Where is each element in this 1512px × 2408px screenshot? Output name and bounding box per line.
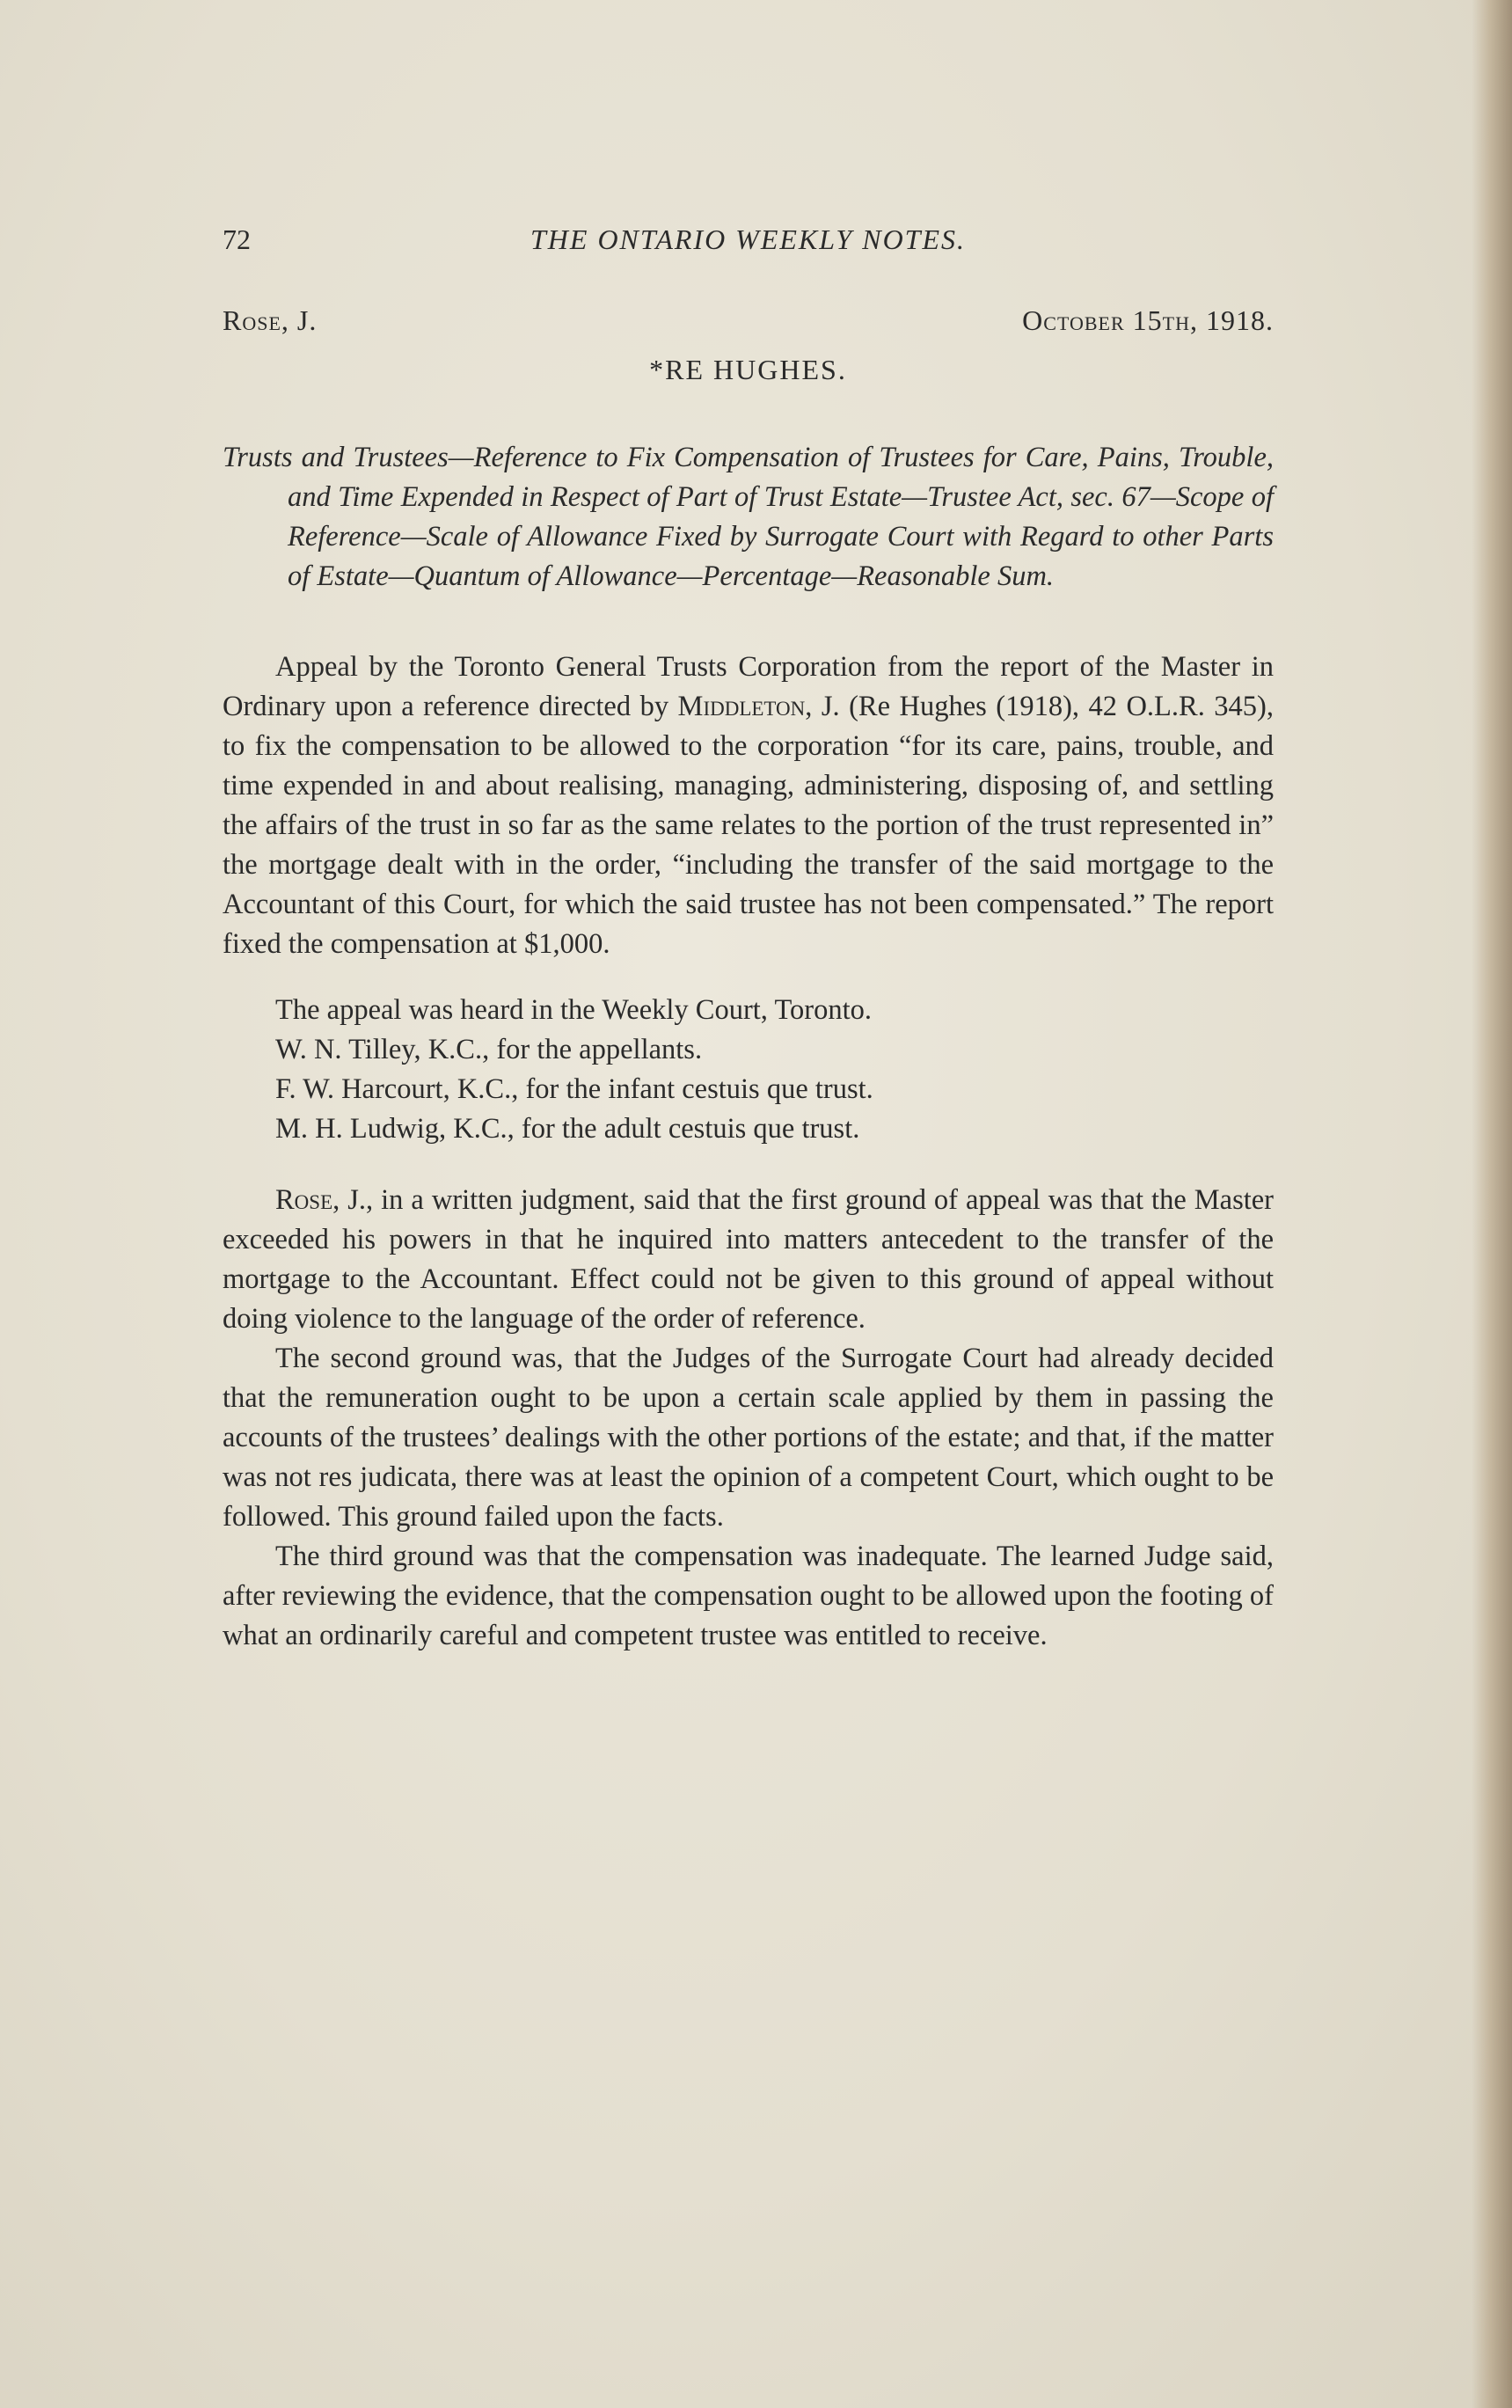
journal-title: THE ONTARIO WEEKLY NOTES. xyxy=(530,223,967,255)
case-title: *RE HUGHES. xyxy=(649,354,847,385)
intro-judge-name: Middleton xyxy=(677,691,806,722)
page-number: 72 xyxy=(223,223,251,255)
judgment-paragraph-text: , J., in a written judgment, said that the first ground of appeal was that the Master exceeded his powers in that he inquired into matters antecedent to the transfer of the mortgage to the Accountant. Effect could not be given to this ground of appeal without doing violence to the language of the order of reference. xyxy=(223,1184,1274,1335)
counsel-line: F. W. Harcourt, K.C., for the infant cestuis que trust. xyxy=(275,1073,873,1105)
page-edge xyxy=(1472,0,1512,2408)
counsel-line: The appeal was heard in the Weekly Court, Toronto. xyxy=(275,994,873,1026)
decision-date-year: , 1918. xyxy=(1190,304,1274,336)
decision-date-day: October 15th xyxy=(1022,304,1190,336)
running-head xyxy=(223,211,1274,264)
intro-paragraph xyxy=(223,648,1274,964)
intro-text-rest: , J. (Re Hughes (1918), 42 O.L.R. 345), to fix the compensation to be allowed to the corporation “for its care, pains, trouble, and time expended in and about realising, managing, administering, disposing of, and settling the affairs of the trust in so far as the same relates to the portion of the trust represented in” the mortgage dealt with in the order, “including the transfer of the said mortgage to the Accountant of this Court, for which the said trustee has not been compensated.” The report fixed the compensation at $1,000. xyxy=(223,691,1274,960)
intro-text-start: Appeal by the Toronto General Trusts Corporation from the report of the Master in Ordinary upon a reference directed by xyxy=(223,651,1274,722)
judgment xyxy=(223,1181,1274,1656)
headnote: Trusts and Trustees—Reference to Fix Compensation of Trustees for Care, Pains, Trouble, and Time Expended in Respect of Part of Trust Estate—Trustee Act, sec. 67—Scope of Reference—Scale of Allowance Fixed by Surrogate Court with Regard to other Parts of Estate—Quantum of Allowance—Percentage—Reasonable Sum. xyxy=(223,442,1274,592)
counsel-line: M. H. Ludwig, K.C., for the adult cestuis que trust. xyxy=(275,1113,860,1145)
page-content xyxy=(223,211,1274,1656)
judgment-paragraph xyxy=(223,1181,1274,1339)
counsel-line: W. N. Tilley, K.C., for the appellants. xyxy=(275,1034,703,1065)
judgment-paragraph: The third ground was that the compensation was inadequate. The learned Judge said, after reviewing the evidence, that the compensation ought to be allowed upon the footing of what an ordinarily careful and competent trustee was entitled to receive. xyxy=(223,1541,1274,1651)
judge-date-line xyxy=(223,290,1274,345)
judgment-paragraph: The second ground was, that the Judges of the Surrogate Court had already decided that the remuneration ought to be upon a certain scale applied by them in passing the accounts of the trustees’ dealings with the other portions of the estate; and that, if the matter was not res judicata, there was at least the opinion of a competent Court, which ought to be followed. This ground failed upon the facts. xyxy=(223,1343,1274,1533)
counsel-list xyxy=(223,991,1274,1149)
judgment-judge-name: Rose xyxy=(275,1184,333,1216)
judge-name: Rose, J. xyxy=(223,304,318,336)
decision-date xyxy=(1022,304,1274,337)
